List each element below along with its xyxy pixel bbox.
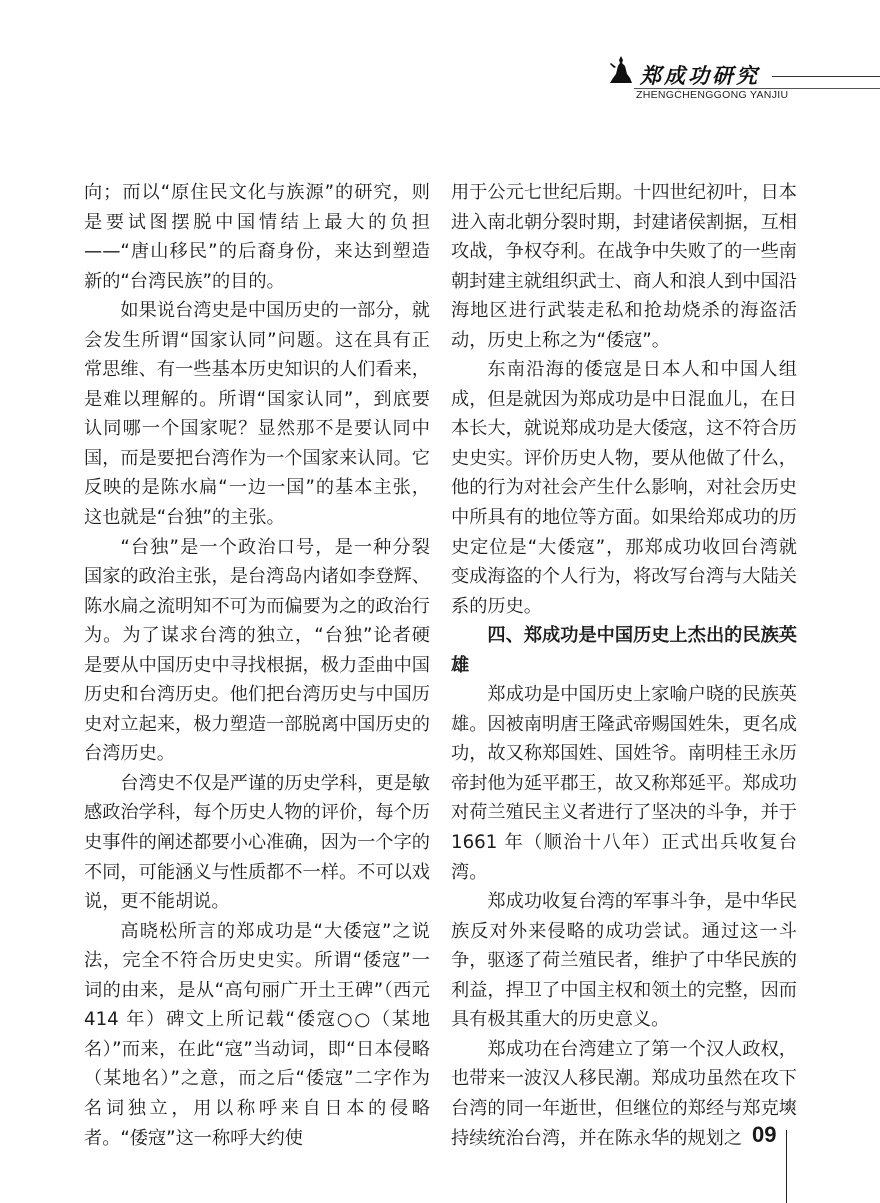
page-number-rule (786, 1130, 787, 1203)
paragraph: 郑成功在台湾建立了第一个汉人政权，也带来一波汉人移民潮。郑成功虽然在攻下台湾的同一年逝世，但继位的郑经与郑克塽持续统治台湾，并在陈永华的规划之 (451, 1038, 797, 1149)
paragraph: 台湾史不仅是严谨的历史学科，更是敏感政治学科，每个历史人物的评价，每个历史事件的阐述都要小心准确，因为一个字的不同，可能涵义与性质都不一样。不可以戏说，更不能胡说。 (84, 772, 430, 913)
paragraph: 郑成功收复台湾的军事斗争，是中华民族反对外来侵略的成功尝试。通过这一斗争，驱逐了荷兰殖民者，维护了中华民族的利益，捍卫了中国主权和领土的完整，因而具有极其重大的历史意义。 (451, 891, 797, 1031)
section-heading: 四、郑成功是中国历史上杰出的民族英雄 (451, 625, 797, 676)
paragraph: 如果说台湾史是中国历史的一部分，就会发生所谓“国家认同”问题。这在具有正常思维、有一些基本历史知识的人们看来，是难以理解的。所谓“国家认同”，到底要认同哪一个国家呢？显然那不是要认同中国，而是要把台湾作为一个国家来认同。它反映的是陈水扁“一边一国”的基本主张，这也就是“台独”的主张。 (84, 300, 430, 529)
paragraph: “台独”是一个政治口号，是一种分裂国家的政治主张，是台湾岛内诸如李登辉、陈水扁之流明知不可为而偏要为之的政治行为。为了谋求台湾的独立，“台独”论者硬是要从中国历史中寻找根据，极力歪曲中国历史和台湾历史。他们把台湾历史与中国历史对立起来，极力塑造一部脱离中国历史的台湾历史。 (84, 536, 430, 765)
paragraph: 用于公元七世纪后期。十四世纪初叶，日本进入南北朝分裂时期，封建诸侯割据，互相攻战，争权夺利。在战争中失败了的一些南朝封建主就组织武士、商人和浪人到中国沿海地区进行武装走私和抢劫烧杀的海盗活动，历史上称之为“倭寇”。 (451, 182, 797, 351)
paragraph: 东南沿海的倭寇是日本人和中国人组成，但是就因为郑成功是中日混血儿，在日本长大，就说郑成功是大倭寇，这不符合历史史实。评价历史人物，要从他做了什么，他的行为对社会产生什么影响，对社会历史中所具有的地位等方面。如果给郑成功的历史定位是“大倭寇”，那郑成功收回台湾就变成海盗的个人行为，将改写台湾与大陆关系的历史。 (451, 359, 797, 617)
statue-logo-icon (608, 54, 634, 84)
paragraph: 高晓松所言的郑成功是“大倭寇”之说法，完全不符合历史史实。所谓“倭寇”一词的由来，是从“高句丽广开土王碑”（西元 414 年）碑文上所记载“倭寇○○（某地名）”而来，在此“寇”当动词，即“日本侵略（某地名）”之意，而之后“倭寇”二字作为名词独立，用以称呼来自日本的侵略者。“倭寇”这一称呼大约使 (84, 920, 430, 1149)
header-rule (772, 76, 880, 77)
page-number: 09 (752, 1122, 777, 1147)
journal-header (600, 48, 880, 108)
left-column (84, 178, 430, 1153)
journal-title: 郑成功研究 (640, 63, 760, 88)
right-column (451, 178, 797, 1153)
journal-subtitle: ZHENGCHENGGONG YANJIU (636, 89, 789, 101)
paragraph: 向；而以“原住民文化与族源”的研究，则是要试图摆脱中国情结上最大的负担——“唐山移民”的后裔身份，来达到塑造新的“台湾民族”的目的。 (84, 182, 430, 292)
paragraph: 郑成功是中国历史上家喻户晓的民族英雄。因被南明唐王隆武帝赐国姓朱，更名成功，故又称郑国姓、国姓爷。南明桂王永历帝封他为延平郡王，故又称郑延平。郑成功对荷兰殖民主义者进行了坚决的斗争，并于 1661 年（顺治十八年）正式出兵收复台湾。 (451, 684, 797, 883)
